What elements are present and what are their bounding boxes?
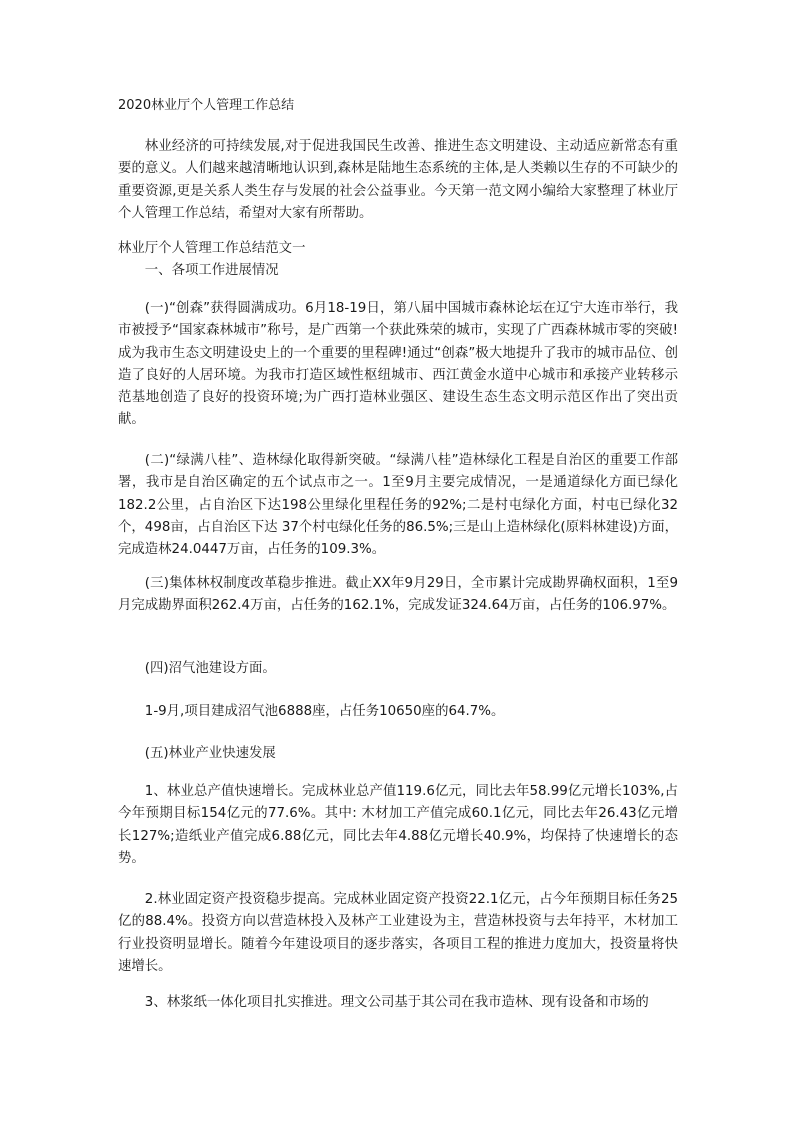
- item-5-2-paragraph: 2.林业固定资产投资稳步提高。完成林业固定资产投资22.1亿元，占今年预期目标任务25亿的88.4%。投资方向以营造林投入及林产工业建设为主，营造林投资与去年持平，木材加工行业投资明显增长。随着今年建设项目的逐步落实，各项目工程的推进力度加大，投资量将快速增长。: [118, 892, 678, 974]
- item-5-title: (五)林业产业快速发展: [144, 746, 276, 761]
- item-4-text: 1-9月,项目建成沼气池6888座，占任务10650座的64.7%。: [144, 704, 505, 719]
- item-3-paragraph: (三)集体林权制度改革稳步推进。截止XX年9月29日，全市累计完成勘界确权面积，1至9月完成勘界面积262.4万亩，占任务的162.1%，完成发证324.64万亩，占任务的106.97%。: [118, 576, 678, 614]
- intro-paragraph: 林业经济的可持续发展,对于促进我国民生改善、推进生态文明建设、主动适应新常态有重要的意义。人们越来越清晰地认识到,森林是陆地生态系统的主体,是人类赖以生存的不可缺少的重要资源,更是关系人类生存与发展的社会公益事业。今天第一范文网小编给大家整理了林业厅个人管理工作总结，希望对大家有所帮助。: [118, 139, 678, 221]
- subsection-title: 一、各项工作进展情况: [144, 263, 279, 278]
- section-title: 林业厅个人管理工作总结范文一: [118, 241, 306, 256]
- item-1-paragraph: (一)“创森”获得圆满成功。6月18-19日，第八届中国城市森林论坛在辽宁大连市举行，我市被授予“国家森林城市”称号，是广西第一个获此殊荣的城市，实现了广西森林城市零的突破!成为我市生态文明建设史上的一个重要的里程碑!通过“创森”极大地提升了我市的城市品位、创造了良好的人居环境。为我市打造区域性枢纽城市、西江黄金水道中心城市和承接产业转移示范基地创造了良好的投资环境;为广西打造林业强区、建设生态生态文明示范区作出了突出贡献。: [118, 301, 678, 428]
- item-5-1-paragraph: 1、林业总产值快速增长。完成林业总产值119.6亿元，同比去年58.99亿元增长103%,占今年预期目标154亿元的77.6%。其中: 木材加工产值完成60.1亿元，同比去年26.43亿元增长127%;造纸业产值完成6.88亿元，同比去年4.88亿元增长40.9%，均保持了快速增长的态势。: [118, 784, 678, 866]
- document-title: 2020林业厅个人管理工作总结: [118, 98, 295, 113]
- item-5-3-paragraph: 3、林浆纸一体化项目扎实推进。理文公司基于其公司在我市造林、现有设备和市场的: [144, 995, 649, 1010]
- item-2-paragraph: (二)“绿满八桂”、造林绿化取得新突破。“绿满八桂”造林绿化工程是自治区的重要工作部署，我市是自治区确定的五个试点市之一。1至9月主要完成情况，一是通道绿化方面已绿化182.2公里，占自治区下达198公里绿化里程任务的92%;二是村屯绿化方面，村屯已绿化32个，498亩，占自治区下达 37个村屯绿化任务的86.5%;三是山上造林绿化(原料林建设)方面，完成造林24.0447万亩，占任务的109.3%。: [118, 453, 678, 558]
- item-4-title: (四)沼气池建设方面。: [144, 661, 276, 676]
